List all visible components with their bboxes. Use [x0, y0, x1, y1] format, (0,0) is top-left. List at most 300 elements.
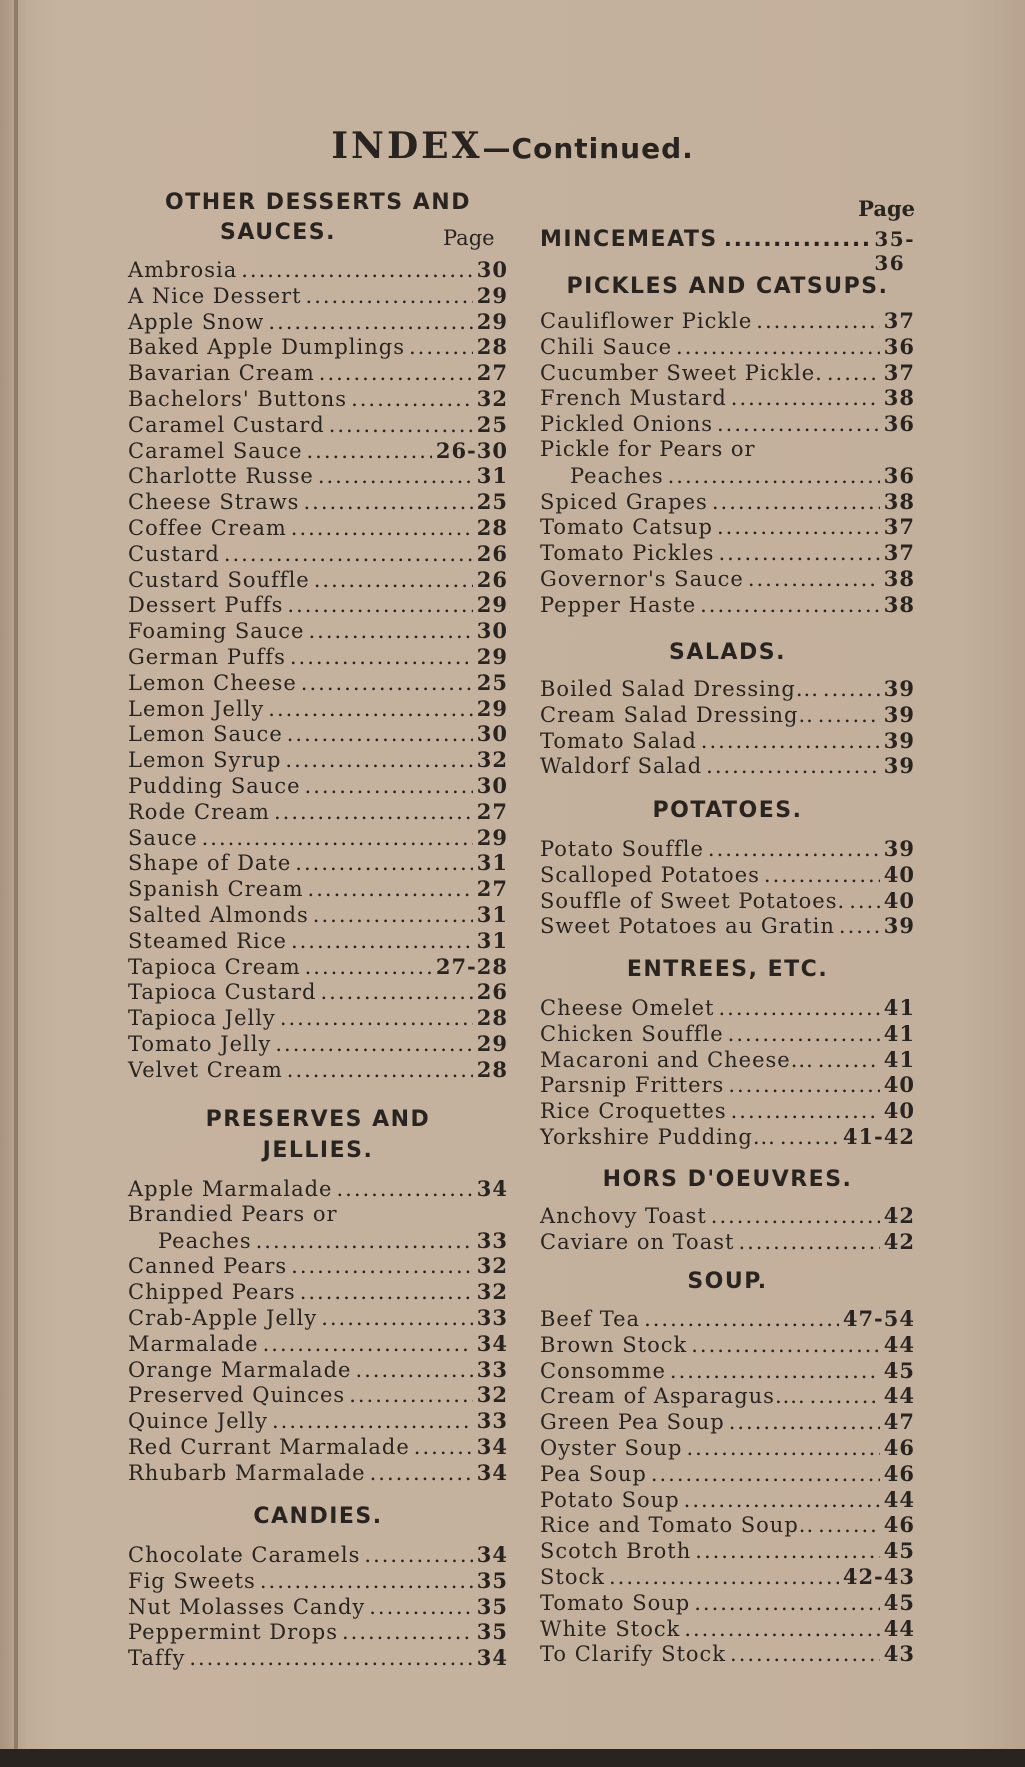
- entry-title: Green Pea Soup: [540, 1410, 725, 1435]
- entry-page: 28: [476, 515, 508, 540]
- index-entry: [540, 753, 915, 779]
- entry-title: German Puffs: [128, 645, 286, 669]
- index-entry: [540, 334, 915, 360]
- dot-leader: [694, 1591, 880, 1615]
- entry-page: 25: [476, 411, 508, 437]
- index-entry: [128, 592, 508, 618]
- entry-title: Brown Stock: [540, 1332, 688, 1357]
- dot-leader: [691, 1333, 880, 1357]
- index-entry: [128, 515, 508, 541]
- section-heading: PRESERVES AND: [205, 1107, 431, 1132]
- entry-title: Taffy: [128, 1646, 186, 1671]
- entry-page: 43: [883, 1641, 915, 1667]
- entry-page: 47: [883, 1409, 915, 1435]
- dot-leader: [202, 826, 473, 850]
- entry-page: 31: [476, 850, 508, 876]
- entry-title: Tomato Pickles: [540, 541, 715, 566]
- entry-title: Chipped Pears: [128, 1280, 296, 1305]
- index-entry: [540, 1512, 915, 1538]
- entry-title: Velvet Cream: [128, 1057, 283, 1082]
- entry-title: Cauliflower Pickle: [540, 309, 753, 333]
- index-entry: [128, 1253, 508, 1279]
- entry-page: 40: [883, 861, 915, 887]
- entry-page: 42-43: [842, 1564, 915, 1589]
- entry-title: Pickle for Pears or: [540, 437, 756, 461]
- index-entry: [128, 567, 508, 593]
- entry-page: 39: [883, 701, 915, 727]
- dot-leader: [756, 309, 879, 333]
- entry-page: 26: [476, 979, 508, 1005]
- mincemeats-entry: [540, 227, 915, 275]
- entry-page: 37: [883, 308, 915, 333]
- entry-page: 37: [883, 359, 915, 385]
- entry-title: Nut Molasses Candy: [128, 1594, 366, 1619]
- entry-title: Cheese Omelet: [540, 996, 715, 1020]
- entry-page: 39: [883, 727, 915, 753]
- entry-page: 27: [476, 360, 508, 386]
- dot-leader: [241, 258, 473, 282]
- dot-leader: [718, 996, 879, 1020]
- index-entry: [128, 1279, 508, 1305]
- dot-leader: [256, 1229, 473, 1253]
- entry-title: Coffee Cream: [128, 516, 287, 540]
- entry-title: Rode Cream: [128, 799, 270, 824]
- entry-title: Parsnip Fritters: [540, 1073, 725, 1098]
- entry-page: 30: [476, 721, 508, 747]
- index-entry: [540, 1383, 915, 1409]
- entry-page: 46: [883, 1460, 915, 1486]
- dot-leader: [263, 1332, 473, 1356]
- entry-page: 34: [476, 1176, 508, 1201]
- index-entry: [128, 1460, 508, 1486]
- dot-leader: [818, 1513, 880, 1537]
- index-entry: [128, 257, 508, 283]
- entry-title: Red Currant Marmalade: [128, 1435, 410, 1459]
- index-entry: [128, 825, 508, 851]
- entry-page: 35-36: [874, 227, 915, 275]
- entry-title: Caramel Custard: [128, 412, 325, 437]
- dot-leader: [823, 677, 880, 701]
- index-entry: [540, 308, 915, 334]
- dot-leader: [364, 1543, 472, 1567]
- entry-title: Governor's Sauce: [540, 567, 744, 591]
- index-entry: [540, 1021, 915, 1047]
- entry-title: Pea Soup: [540, 1461, 647, 1486]
- dot-leader: [313, 903, 473, 927]
- page-spine: [14, 0, 18, 1767]
- entry-page: 44: [883, 1331, 915, 1357]
- dot-leader: [370, 1461, 473, 1485]
- entry-title: Fig Sweets: [128, 1568, 256, 1593]
- index-entry: [128, 1176, 508, 1202]
- entry-page: 29: [476, 695, 508, 721]
- index-entry: [128, 1005, 508, 1031]
- index-entry: [540, 913, 915, 939]
- entry-title: Chicken Souffle: [540, 1021, 724, 1046]
- section-heading: ENTREES, ETC.: [626, 957, 829, 982]
- entry-page: 28: [476, 334, 508, 360]
- index-entry: [128, 1202, 508, 1228]
- index-entry: [540, 1538, 915, 1564]
- entry-page: 39: [883, 836, 915, 861]
- index-entry: [540, 540, 915, 566]
- index-entry: [128, 1594, 508, 1620]
- entry-title: Apple Marmalade: [128, 1177, 333, 1201]
- dot-leader: [414, 1435, 473, 1459]
- section-heading: CANDIES.: [253, 1504, 383, 1529]
- entry-page: 31: [476, 927, 508, 953]
- index-entry: [128, 979, 508, 1005]
- entry-page: 44: [883, 1383, 915, 1409]
- entry-title: Spanish Cream: [128, 877, 304, 902]
- dot-leader: [730, 1642, 880, 1666]
- index-entry: [128, 954, 508, 980]
- title-suffix: —Continued.: [482, 132, 694, 165]
- dot-leader: [731, 1099, 880, 1123]
- dot-leader: [764, 863, 880, 887]
- entry-page: 34: [476, 1542, 508, 1567]
- page-column-label: Page: [443, 226, 495, 250]
- dot-leader: [290, 645, 473, 669]
- entry-title: Dessert Puffs: [128, 593, 284, 618]
- index-entry: [540, 1564, 915, 1590]
- dot-leader: [780, 1125, 839, 1149]
- entry-page: 41-42: [842, 1124, 915, 1149]
- index-entry: [540, 888, 915, 914]
- entry-page: 33: [476, 1305, 508, 1330]
- entry-page: 29: [476, 824, 508, 850]
- index-entry: [540, 489, 915, 515]
- index-entry: [540, 728, 915, 754]
- entry-page: 47-54: [842, 1306, 915, 1331]
- dot-leader: [670, 1359, 880, 1383]
- entry-title: Peaches: [158, 1228, 252, 1253]
- dot-leader: [676, 335, 880, 359]
- dot-leader: [839, 914, 880, 938]
- index-entry: [128, 1228, 508, 1254]
- entry-title: Quince Jelly: [128, 1409, 268, 1434]
- entry-title: To Clarify Stock: [540, 1642, 727, 1667]
- entry-title: Lemon Cheese: [128, 670, 297, 695]
- dot-leader: [668, 464, 880, 488]
- entry-title: Bachelors' Buttons: [128, 387, 348, 411]
- entry-title: Stock: [540, 1565, 605, 1589]
- dot-leader: [708, 837, 880, 861]
- dot-leader: [728, 1073, 879, 1097]
- dot-leader: [287, 593, 472, 617]
- section-heading: SAUCES.: [220, 220, 336, 245]
- entry-page: 31: [476, 463, 508, 489]
- entry-title: Tomato Catsup: [540, 515, 713, 540]
- entry-title: Rice Croquettes: [540, 1099, 727, 1124]
- dot-leader: [706, 754, 880, 778]
- entry-page: 31: [476, 902, 508, 927]
- entry-title: Baked Apple Dumplings: [128, 335, 405, 360]
- entry-page: 32: [476, 1253, 508, 1279]
- section-heading: HORS D'OEUVRES.: [602, 1167, 853, 1192]
- dot-leader: [321, 1306, 473, 1330]
- entry-page: 27-28: [435, 953, 508, 979]
- index-entry: [128, 1408, 508, 1434]
- index-entry: [128, 309, 508, 335]
- entry-page: 37: [883, 540, 915, 566]
- index-entry: [128, 876, 508, 902]
- entry-title: Sweet Potatoes au Gratin: [540, 914, 835, 939]
- index-entry: [128, 463, 508, 489]
- dot-leader: [291, 929, 473, 953]
- entry-title: Souffle of Sweet Potatoes.: [540, 888, 846, 913]
- index-entry: [540, 592, 915, 618]
- index-entry: [540, 463, 915, 489]
- entry-title: Chili Sauce: [540, 334, 673, 359]
- entry-title: Potato Soup: [540, 1487, 680, 1512]
- page-column-label: Page: [858, 196, 915, 221]
- entry-page: 27: [476, 876, 508, 902]
- dot-leader: [285, 748, 472, 772]
- dot-leader: [349, 1383, 473, 1407]
- dot-leader: [724, 227, 869, 275]
- entry-page: 34: [476, 1459, 508, 1485]
- dot-leader: [320, 980, 472, 1004]
- index-entry: [128, 1542, 508, 1568]
- entry-title: Scotch Broth: [540, 1539, 692, 1564]
- entry-page: 29: [476, 282, 508, 308]
- dot-leader: [700, 593, 880, 617]
- index-entry: [540, 1641, 915, 1667]
- index-entry: [540, 1098, 915, 1124]
- entry-title: Lemon Syrup: [128, 748, 282, 773]
- dot-leader: [300, 1280, 473, 1304]
- index-entry: [540, 1590, 915, 1616]
- index-entry: [128, 1031, 508, 1057]
- index-entry: [540, 1358, 915, 1384]
- dot-leader: [305, 955, 432, 979]
- index-entry: [128, 644, 508, 670]
- dot-leader: [307, 439, 432, 463]
- title-main: INDEX: [331, 125, 483, 167]
- entry-title: Orange Marmalade: [128, 1357, 352, 1382]
- entry-title: Pepper Haste: [540, 592, 697, 617]
- dot-leader: [355, 1358, 472, 1382]
- dot-leader: [818, 703, 880, 727]
- dot-leader: [291, 516, 473, 540]
- dot-leader: [303, 490, 472, 514]
- index-entry: [540, 1072, 915, 1098]
- entry-page: 28: [476, 1056, 508, 1082]
- entry-title: MINCEMEATS: [540, 227, 718, 252]
- section-heading: JELLIES.: [262, 1138, 374, 1163]
- entry-page: 45: [883, 1357, 915, 1383]
- dot-leader: [295, 851, 472, 875]
- dot-leader: [274, 800, 473, 824]
- index-entry: [128, 334, 508, 360]
- dot-leader: [731, 386, 880, 410]
- entry-title: Spiced Grapes: [540, 489, 708, 514]
- entry-title: Canned Pears: [128, 1254, 288, 1279]
- dot-leader: [717, 515, 880, 539]
- index-entry: [128, 360, 508, 386]
- dot-leader: [609, 1565, 839, 1589]
- entry-page: 32: [476, 386, 508, 411]
- dot-leader: [684, 1617, 879, 1641]
- entry-page: 29: [476, 308, 508, 334]
- entry-page: 38: [883, 385, 915, 411]
- index-entry: [128, 412, 508, 438]
- dot-leader: [644, 1307, 839, 1331]
- entry-page: 40: [883, 887, 915, 913]
- entry-page: 34: [476, 1645, 508, 1671]
- entry-title: Lemon Sauce: [128, 722, 283, 747]
- dot-leader: [651, 1462, 880, 1486]
- dot-leader: [275, 1032, 472, 1056]
- index-entry: [540, 1124, 915, 1150]
- entry-page: 35: [476, 1593, 508, 1619]
- dot-leader: [711, 1204, 880, 1228]
- entry-page: 35: [476, 1567, 508, 1593]
- entry-page: 28: [476, 1005, 508, 1031]
- dot-leader: [818, 1048, 880, 1072]
- dot-leader: [329, 413, 473, 437]
- index-entry: [540, 514, 915, 540]
- section-heading: SALADS.: [669, 640, 786, 665]
- dot-leader: [301, 671, 473, 695]
- index-entry: [540, 411, 915, 437]
- entry-title: Potato Souffle: [540, 837, 704, 861]
- dot-leader: [748, 567, 880, 591]
- index-entry: [128, 1434, 508, 1460]
- entry-title: Macaroni and Cheese...: [540, 1047, 814, 1072]
- entry-page: 41: [883, 1020, 915, 1046]
- entry-page: 29: [476, 1031, 508, 1056]
- section-heading: OTHER DESSERTS AND: [165, 190, 471, 215]
- entry-page: 38: [883, 488, 915, 514]
- index-entry: [540, 437, 915, 463]
- entry-title: Salted Almonds: [128, 903, 309, 927]
- index-entry: [128, 850, 508, 876]
- dot-leader: [272, 1409, 473, 1433]
- index-entry: [540, 1461, 915, 1487]
- index-entry: [128, 928, 508, 954]
- entry-title: Cream of Asparagus....: [540, 1384, 806, 1409]
- index-entry: [128, 1357, 508, 1383]
- dot-leader: [718, 541, 879, 565]
- dot-leader: [684, 1488, 880, 1512]
- index-entry: [128, 541, 508, 567]
- index-entry: [128, 489, 508, 515]
- index-entry: [128, 1568, 508, 1594]
- entry-page: 36: [883, 333, 915, 359]
- entry-title: French Mustard: [540, 386, 727, 411]
- section-heading: SOUP.: [687, 1269, 768, 1294]
- index-entry: [128, 773, 508, 799]
- dot-leader: [686, 1436, 879, 1460]
- dot-leader: [827, 361, 880, 385]
- entry-page: 26-30: [435, 437, 508, 463]
- dot-leader: [318, 464, 473, 488]
- entry-title: Shape of Date: [128, 851, 292, 876]
- index-entry: [540, 385, 915, 411]
- dot-leader: [189, 1646, 472, 1670]
- dot-leader: [287, 1058, 473, 1082]
- dot-leader: [268, 697, 472, 721]
- index-entry: [128, 1331, 508, 1357]
- index-entry: [540, 676, 915, 702]
- entry-page: 30: [476, 257, 508, 282]
- entry-title: Preserved Quinces: [128, 1383, 346, 1408]
- entry-page: 38: [883, 591, 915, 617]
- entry-title: Tomato Salad: [540, 728, 697, 753]
- index-entry: [540, 862, 915, 888]
- dot-leader: [738, 1230, 879, 1254]
- entry-title: Caviare on Toast: [540, 1229, 735, 1254]
- index-entry: [128, 721, 508, 747]
- entry-title: Custard: [128, 541, 220, 566]
- entry-title: Rice and Tomato Soup..: [540, 1513, 815, 1538]
- entry-title: Apple Snow: [128, 309, 265, 334]
- index-entry: [128, 438, 508, 464]
- dot-leader: [712, 490, 880, 514]
- entry-page: 30: [476, 773, 508, 798]
- dot-leader: [351, 387, 473, 411]
- entry-page: 42: [883, 1228, 915, 1254]
- entry-page: 46: [883, 1435, 915, 1460]
- index-entry: [540, 1203, 915, 1229]
- entry-title: Scalloped Potatoes: [540, 862, 760, 887]
- index-entry: [128, 902, 508, 928]
- entry-title: Lemon Jelly: [128, 696, 265, 721]
- entry-page: 45: [883, 1589, 915, 1615]
- dot-leader: [308, 877, 473, 901]
- entry-page: 30: [476, 618, 508, 644]
- entry-title: White Stock: [540, 1616, 681, 1641]
- page-title: [0, 125, 1025, 167]
- entry-title: Chocolate Caramels: [128, 1543, 361, 1567]
- index-entry: [540, 1332, 915, 1358]
- dot-leader: [305, 774, 473, 798]
- entry-page: 40: [883, 1072, 915, 1098]
- dot-leader: [717, 412, 880, 436]
- index-entry: [128, 283, 508, 309]
- index-entry: [128, 618, 508, 644]
- dot-leader: [291, 1254, 473, 1278]
- section-heading: POTATOES.: [652, 798, 803, 823]
- index-entry: [540, 1616, 915, 1642]
- entry-title: Crab-Apple Jelly: [128, 1306, 318, 1330]
- dot-leader: [336, 1177, 472, 1201]
- index-entry: [540, 1435, 915, 1461]
- dot-leader: [369, 1595, 473, 1619]
- entry-title: Tapioca Cream: [128, 954, 301, 979]
- index-entry: [540, 566, 915, 592]
- entry-title: Tomato Soup: [540, 1590, 691, 1615]
- entry-title: Tomato Jelly: [128, 1032, 272, 1056]
- entry-page: 32: [476, 747, 508, 773]
- entry-page: 46: [883, 1512, 915, 1538]
- dot-leader: [409, 335, 473, 359]
- entry-page: 27: [476, 798, 508, 824]
- dot-leader: [849, 889, 880, 913]
- entry-page: 26: [476, 566, 508, 592]
- dot-leader: [306, 284, 473, 308]
- index-entry: [128, 1645, 508, 1671]
- page-bottom-edge: [0, 1749, 1025, 1767]
- index-entry: [128, 747, 508, 773]
- dot-leader: [280, 1006, 473, 1030]
- dot-leader: [729, 1410, 880, 1434]
- entry-title: Charlotte Russe: [128, 464, 314, 489]
- index-entry: [128, 799, 508, 825]
- entry-page: 38: [883, 566, 915, 591]
